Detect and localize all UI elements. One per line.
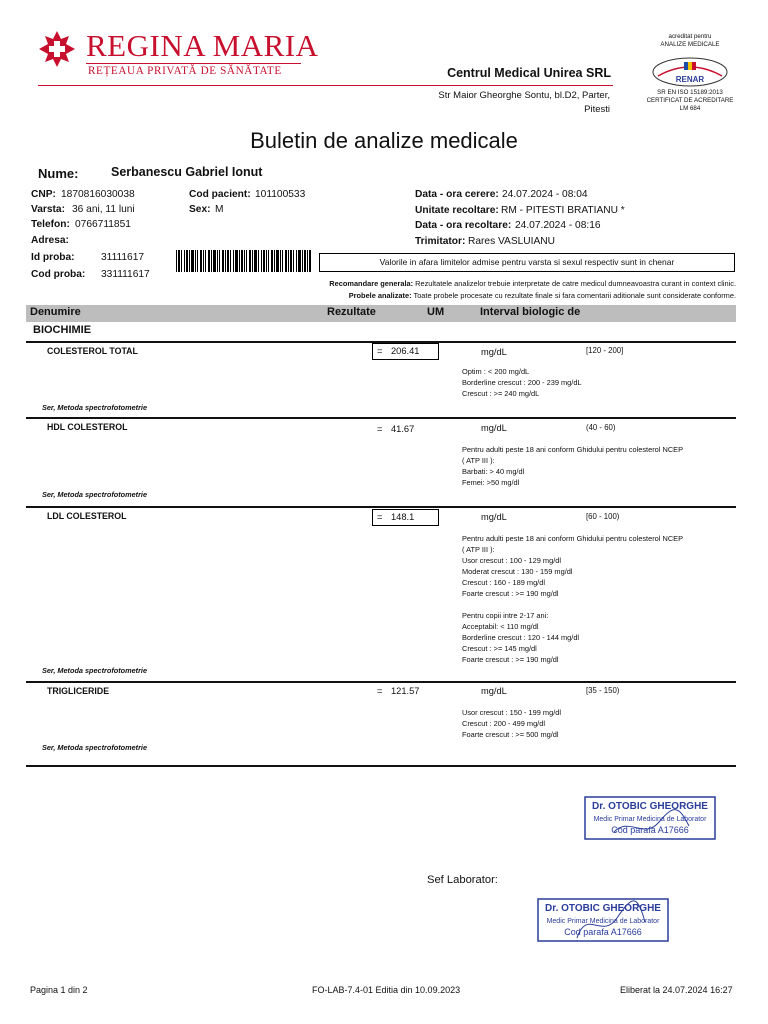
- result-sign: =: [377, 686, 383, 696]
- request-date-value: 24.07.2024 - 08:04: [502, 189, 588, 200]
- brand-name: REGINA MARIA: [86, 28, 319, 63]
- column-denumire: Denumire: [30, 306, 81, 318]
- reference-notes: [462, 366, 582, 399]
- accreditation-top: [640, 33, 740, 49]
- column-um: UM: [427, 306, 445, 318]
- test-method: Ser, Metoda spectrofotometrie: [42, 666, 148, 675]
- test-name: COLESTEROL TOTAL: [47, 346, 138, 356]
- renar-logo: [650, 56, 730, 88]
- patient-name: Serbanescu Gabriel Ionut: [111, 165, 263, 179]
- reference-note: Optim : < 200 mg/dL: [462, 367, 530, 376]
- test-name: TRIGLICERIDE: [47, 686, 110, 696]
- test-method: Ser, Metoda spectrofotometrie: [42, 490, 148, 499]
- test-method: Ser, Metoda spectrofotometrie: [42, 403, 148, 412]
- header-divider: [38, 85, 613, 86]
- test-name: HDL COLESTEROL: [47, 422, 128, 432]
- stamp-code: Cod parafa A17666: [564, 927, 642, 937]
- samples-text: Toate probele procesate cu rezultate finale si fara comentarii aditionale sunt considerate conforme.: [413, 291, 736, 300]
- stamp-title: Medic Primar Medicina de Laborator: [593, 816, 707, 823]
- head-of-lab-stamp: [537, 898, 669, 942]
- samples-label: Probele analizate:: [348, 291, 412, 300]
- patient-code-value: 101100533: [255, 189, 306, 200]
- accreditation-certificate-label: CERTIFICAT DE ACREDITARE: [646, 97, 734, 104]
- reference-note: Borderline crescut : 120 - 144 mg/dl: [462, 633, 580, 642]
- column-rezultate: Rezultate: [327, 306, 376, 318]
- test-method: Ser, Metoda spectrofotometrie: [42, 743, 148, 752]
- patient-name-label: Nume:: [38, 166, 79, 181]
- referrer-value: Rares VASLUIANU: [468, 236, 555, 247]
- stamp-doctor-name: Dr. OTOBIC GHEORGHE: [545, 903, 661, 914]
- reference-note: Foarte crescut : >= 190 mg/dl: [462, 655, 559, 664]
- stamp-code: Cod parafa A17666: [611, 825, 689, 835]
- cnp-value: 1870816030038: [61, 189, 135, 200]
- reference-note: Moderat crescut : 130 - 159 mg/dl: [462, 567, 573, 576]
- age-label: Varsta:: [31, 204, 65, 215]
- collection-date-value: 24.07.2024 - 08:16: [515, 220, 601, 231]
- collection-unit-value: RM - PITESTI BRATIANU *: [501, 205, 625, 216]
- clinic-address-line-2: Pitesti: [584, 104, 610, 115]
- reference-note: Femei: >50 mg/dl: [462, 478, 520, 487]
- form-code: FO-LAB-7.4-01 Editia din 10.09.2023: [312, 985, 461, 995]
- reference-range: [35 - 150): [586, 686, 620, 695]
- row-separator: [26, 681, 736, 683]
- recommendation-text: Rezultatele analizelor trebuie interpretate de catre medicul dumneavoastra curant in context clinic.: [415, 279, 736, 288]
- result-value: 41.67: [391, 424, 415, 434]
- stamp-title: Medic Primar Medicina de Laborator: [546, 918, 660, 925]
- reference-notes: [462, 707, 561, 740]
- clinic-name: Centrul Medical Unirea SRL: [447, 66, 611, 80]
- sex-value: M: [215, 204, 224, 215]
- reference-note: [462, 599, 683, 610]
- reference-note: Barbati: > 40 mg/dl: [462, 467, 525, 476]
- reference-note: Foarte crescut : >= 190 mg/dl: [462, 589, 559, 598]
- barcode: [176, 250, 311, 272]
- section-biochimie: BIOCHIMIE: [33, 324, 92, 336]
- result-value: 121.57: [391, 686, 420, 696]
- head-of-lab-label: Sef Laborator:: [427, 874, 498, 886]
- out-of-range-notice: Valorile in afara limitelor admise pentru varsta si sexul respectiv sunt in chenar: [319, 253, 735, 272]
- results-table-header: [26, 305, 736, 322]
- reference-note: Crescut : >= 145 mg/dl: [462, 644, 537, 653]
- column-interval: Interval biologic de: [480, 306, 581, 318]
- address-label: Adresa:: [31, 235, 69, 246]
- collection-date-label: Data - ora recoltare:: [415, 220, 512, 231]
- reference-notes: [462, 444, 683, 488]
- result-unit: mg/dL: [481, 686, 507, 696]
- brand-logo: [38, 28, 319, 83]
- phone-label: Telefon:: [31, 219, 70, 230]
- recommendation-line: [180, 278, 736, 290]
- document-title: Buletin de analize medicale: [250, 128, 518, 153]
- sample-id-value: 31111617: [101, 252, 145, 263]
- cnp-label: CNP:: [31, 189, 56, 200]
- row-separator: [26, 417, 736, 419]
- reference-note: Pentru copii intre 2-17 ani:: [462, 611, 549, 620]
- accreditation-certificate: [632, 89, 748, 113]
- doctor-stamp: [584, 796, 716, 840]
- stamp-doctor-name: Dr. OTOBIC GHEORGHE: [592, 801, 708, 812]
- reference-note: Crescut : 160 - 189 mg/dl: [462, 578, 545, 587]
- age-value: 36 ani, 11 luni: [72, 204, 135, 215]
- renar-label: RENAR: [675, 75, 705, 84]
- reference-notes: [462, 533, 683, 665]
- result-sign: =: [377, 512, 383, 522]
- sample-id-label: Id proba:: [31, 252, 75, 263]
- patient-code-label: Cod pacient:: [189, 189, 251, 200]
- regina-maria-cross-icon: [38, 30, 76, 68]
- reference-range: [60 - 100): [586, 512, 620, 521]
- reference-note: Pentru adulti peste 18 ani conform Ghidului pentru colesterol NCEP: [462, 445, 684, 454]
- referrer-label: Trimitator:: [415, 236, 466, 247]
- reference-note: Usor crescut : 100 - 129 mg/dl: [462, 556, 561, 565]
- result-unit: mg/dL: [481, 347, 507, 357]
- request-date-label: Data - ora cerere:: [415, 189, 499, 200]
- recommendation-label: Recomandare generala:: [329, 279, 414, 288]
- clinic-address-line-1: Str Maior Gheorghe Sontu, bl.D2, Parter,: [438, 90, 610, 101]
- reference-note: Foarte crescut : >= 500 mg/dl: [462, 730, 559, 739]
- reference-note: Usor crescut : 150 - 199 mg/dl: [462, 708, 561, 717]
- page-number: Pagina 1 din 2: [30, 985, 88, 995]
- accreditation-line-2: ANALIZE MEDICALE: [660, 41, 720, 48]
- accreditation-number: LM 684: [679, 105, 701, 112]
- reference-note: Pentru adulti peste 18 ani conform Ghidului pentru colesterol NCEP: [462, 534, 684, 543]
- issued-date: Eliberat la 24.07.2024 16:27: [620, 985, 733, 995]
- test-name: LDL COLESTEROL: [47, 511, 127, 521]
- clinic-address: [400, 89, 610, 117]
- brand-divider: [86, 63, 301, 64]
- reference-note: Acceptabil: < 110 mg/dl: [462, 622, 539, 631]
- sample-code-label: Cod proba:: [31, 269, 86, 280]
- result-value: 148.1: [391, 512, 415, 522]
- accreditation-line-1: acreditat pentru: [668, 33, 712, 40]
- samples-line: [180, 290, 736, 302]
- phone-value: 0766711851: [75, 219, 131, 230]
- row-separator: [26, 506, 736, 508]
- result-sign: =: [377, 424, 383, 434]
- sex-label: Sex:: [189, 204, 211, 215]
- result-sign: =: [377, 346, 383, 356]
- sample-code-value: 331111617: [101, 269, 150, 280]
- reference-note: ( ATP III ):: [462, 545, 495, 554]
- brand-tagline: REȚEAUA PRIVATĂ DE SĂNĂTATE: [88, 65, 282, 77]
- collection-unit-label: Unitate recoltare:: [415, 205, 499, 216]
- result-unit: mg/dL: [481, 423, 507, 433]
- reference-note: ( ATP III ):: [462, 456, 495, 465]
- result-value: 206.41: [391, 346, 420, 356]
- reference-range: [120 - 200]: [586, 346, 624, 355]
- row-separator: [26, 765, 736, 767]
- reference-note: Crescut : >= 240 mg/dL: [462, 389, 540, 398]
- accreditation-standard: SR EN ISO 15189:2013: [657, 89, 723, 96]
- reference-note: Borderline crescut : 200 - 239 mg/dL: [462, 378, 582, 387]
- reference-range: (40 - 60): [586, 423, 616, 432]
- result-unit: mg/dL: [481, 512, 507, 522]
- reference-note: Crescut : 200 - 499 mg/dl: [462, 719, 545, 728]
- general-remarks: [180, 278, 736, 302]
